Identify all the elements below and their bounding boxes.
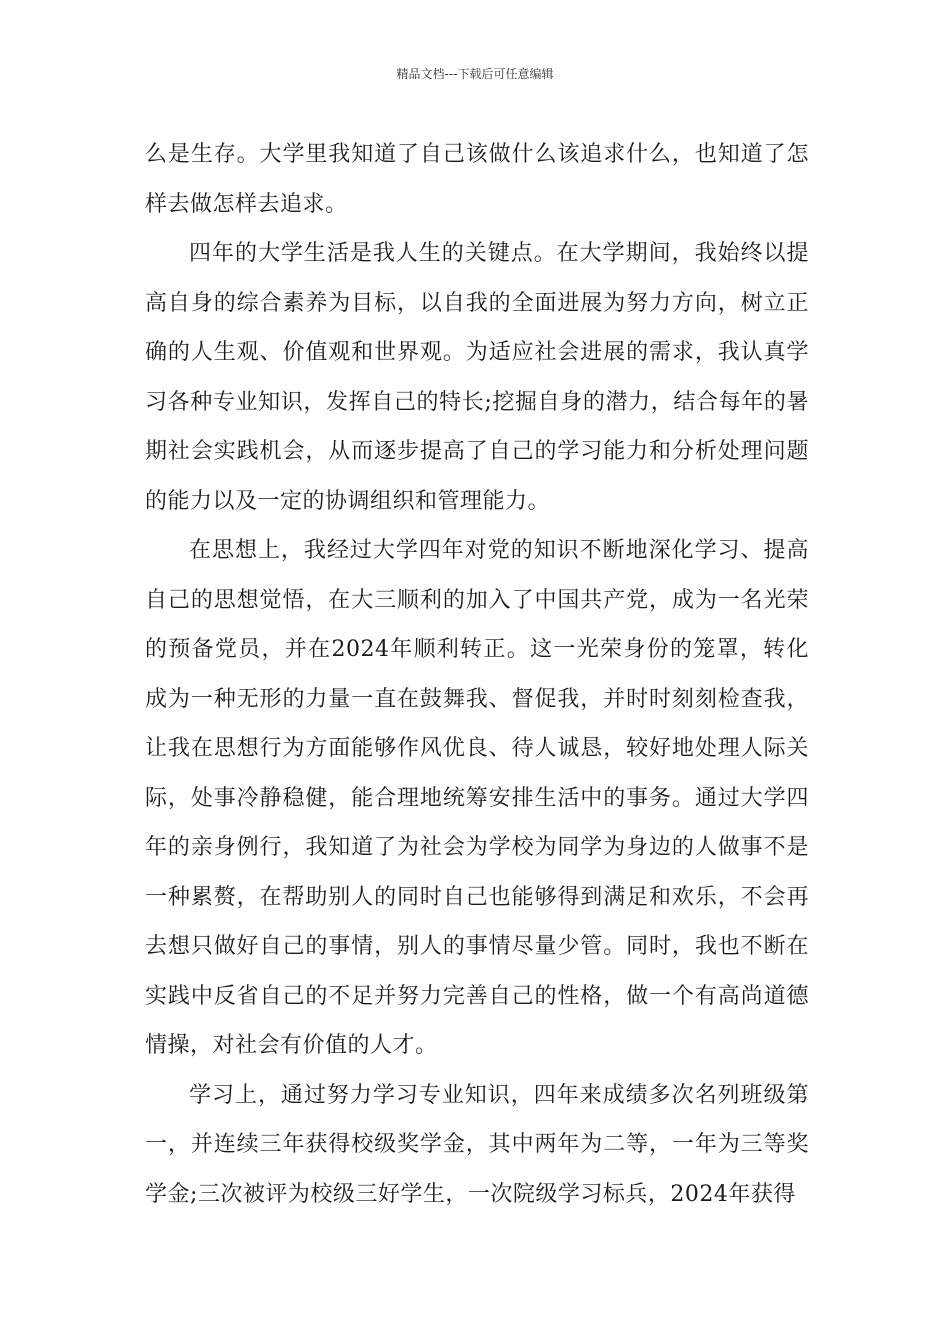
paragraph-university-life: 四年的大学生活是我人生的关键点。在大学期间，我始终以提高自身的综合素养为目标，以自我的全面进展为努力方向，树立正确的人生观、价值观和世界观。为适应社会进展的需求，我认真学习各种专业知识，发挥自己的特长;挖掘自身的潜力，结合每年的暑期社会实践机会，从而逐步提高了自己的学习能力和分析处理问题的能力以及一定的协调组织和管理能力。 <box>145 241 809 514</box>
paragraph-study: 学习上，通过努力学习专业知识，四年来成绩多次名列班级第一，并连续三年获得校级奖学金，其中两年为二等，一年为三等奖学金;三次被评为校级三好学生，一次院级学习标兵，2024年获得 <box>145 1082 809 1207</box>
paragraph-ideology: 在思想上，我经过大学四年对党的知识不断地深化学习、提高自己的思想觉悟，在大三顺利的加入了中国共产党，成为一名光荣的预备党员，并在2024年顺利转正。这一光荣身份的笼罩，转化成为一种无形的力量一直在鼓舞我、督促我，并时时刻刻检查我，让我在思想行为方面能够作风优良、待人诚恳，较好地处理人际关际，处事冷静稳健，能合理地统筹安排生活中的事务。通过大学四年的亲身例行，我知道了为社会为学校为同学为身边的人做事不是一种累赘，在帮助别人的同时自己也能够得到满足和欢乐，不会再去想只做好自己的事情，别人的事情尽量少管。同时，我也不断在实践中反省自己的不足并努力完善自己的性格，做一个有高尚道德情操，对社会有价值的人才。 <box>145 538 809 1058</box>
document-body <box>145 130 809 1219</box>
page-header: 精品文档---下载后可任意编辑 <box>396 67 554 81</box>
paragraph-continuation: 么是生存。大学里我知道了自己该做什么该追求什么，也知道了怎样去做怎样去追求。 <box>145 142 809 217</box>
